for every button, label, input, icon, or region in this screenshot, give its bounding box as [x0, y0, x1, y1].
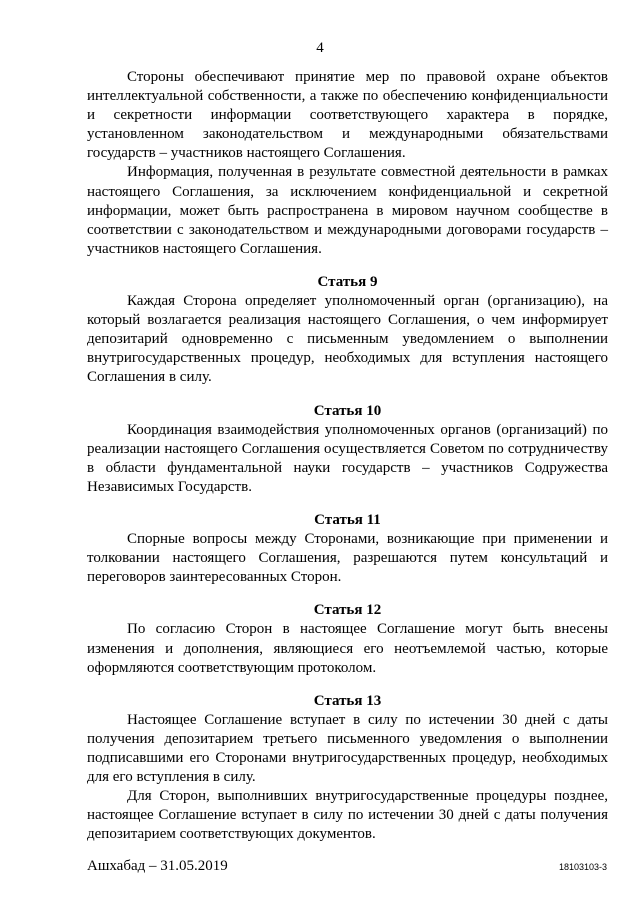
paragraph: Настоящее Соглашение вступает в силу по истечении 30 дней с даты получения депозитарием третьего письменного уведомления о выполнении подписавшими его Сторонами внутригосударственных процедур, необходимых для его вступления в силу. — [87, 711, 608, 786]
article-title: Статья 10 — [313, 402, 382, 419]
article-10 — [87, 402, 608, 497]
article-title: Статья 13 — [313, 692, 382, 709]
paragraph: Спорные вопросы между Сторонами, возникающие при применении и толковании настоящего Соглашения, разрешаются путем консультаций и переговоров заинтересованных Сторон. — [87, 531, 608, 586]
document-body — [87, 68, 608, 844]
paragraph: Информация, полученная в результате совместной деятельности в рамках настоящего Соглашения, за исключением конфиденциальной и секретной информации, может быть распространена в мировом научном сообществе в соответствии с законодательством и международными договорами государств – участников настоящего Соглашения. — [87, 164, 608, 257]
paragraph: Для Сторон, выполнивших внутригосударственные процедуры позднее, настоящее Соглашение вступает в силу по истечении 30 дней с даты получения депозитарием соответствующих документов. — [87, 788, 608, 843]
paragraph: По согласию Сторон в настоящее Соглашение могут быть внесены изменения и дополнения, являющиеся его неотъемлемой частью, которые оформляются соответствующим протоколом. — [87, 621, 608, 676]
paragraph: Стороны обеспечивают принятие мер по правовой охране объектов интеллектуальной собственности, а также по обеспечению конфиденциальности и секретности информации соответствующего характера в порядке, установленном законодательством и международными обязательствами государств – участников настоящего Соглашения. — [87, 69, 608, 162]
paragraph: Координация взаимодействия уполномоченных органов (организаций) по реализации настоящего Соглашения осуществляется Советом по сотрудничеству в области фундаментальной науки государств – участников Содружества Независимых Государств. — [87, 421, 608, 495]
footer-document-code: 18103103-3 — [558, 862, 607, 872]
page-number: 4 — [316, 40, 324, 56]
article-title: Статья 9 — [317, 273, 378, 290]
article-title: Статья 12 — [313, 602, 382, 619]
article-11 — [87, 511, 608, 587]
article-13 — [87, 692, 608, 845]
article-title: Статья 11 — [314, 511, 381, 528]
article-9 — [87, 273, 608, 388]
footer-place-date: Ашхабад – 31.05.2019 — [87, 858, 228, 874]
paragraph: Каждая Сторона определяет уполномоченный орган (организацию), на который возлагается реализация настоящего Соглашения, о чем информирует депозитарий одновременно с письменным уведомлением о выполнении внутригосударственных процедур, необходимых для вступления настоящего Соглашения в силу. — [87, 293, 608, 386]
article-12 — [87, 601, 608, 677]
